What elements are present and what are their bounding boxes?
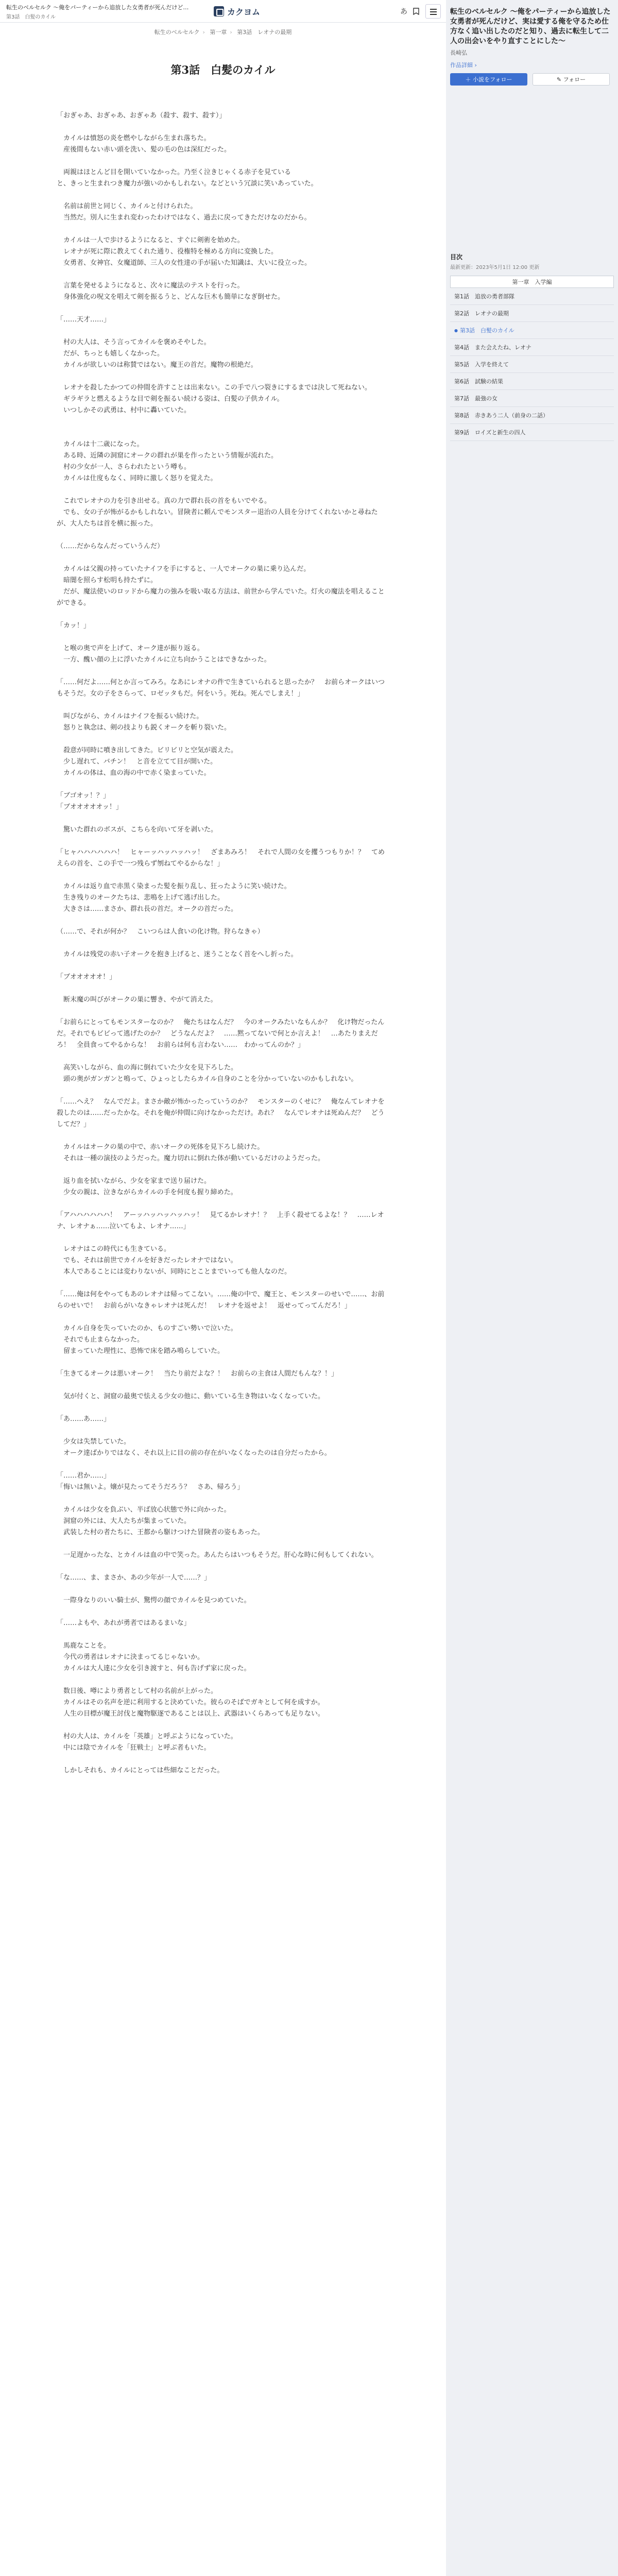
episode-paragraph: 馬鹿なことを。 <box>57 1642 111 1650</box>
episode-body <box>57 110 389 1776</box>
episode-paragraph <box>57 1312 389 1323</box>
episode-paragraph: 「な……、ま、まさか、あの少年が一人で……？」 <box>57 1574 211 1582</box>
episode-paragraph: 生き残りのオークたちは、悲鳴を上げて逃げ出した。 <box>57 894 225 902</box>
episode-paragraph: （……で、それが何か？ こいつらは人食いの化け物。狩らなきゃ） <box>57 928 264 936</box>
episode-paragraph <box>57 1629 389 1640</box>
episode-paragraph <box>57 552 389 564</box>
episode-paragraph: 「お前らにとってもモンスターなのか？ 俺たちはなんだ？ 今のオークみたいなもんか？ 化け物だったんだ。それでもビビって逃げたのか？ どうなんだよ？ ……黙ってないで何とか言えよ！ …あたりまえだろ！ 全員食ってやるからな！ お前らは何も言わない…… わかってんのか？」 <box>57 1019 385 1049</box>
episode-paragraph: でも、女の子が怖がるかもしれない。冒険者に頼んでモンスター退治の人員を分けてくれないかと尋ねたが、大人たちは首を横に振った。 <box>57 509 378 528</box>
episode-paragraph <box>57 326 389 337</box>
episode-paragraph: 「アハハハハハハ！ アーッハッハッハッハッ！ 見てるかレオナ！？ 上手く殺せてるよな！？ ……レオナ、レオナぁ……泣いてもよ、レオナ……」 <box>57 1211 384 1230</box>
episode-paragraph: 武装した村の者たちに、王都から駆けつけた冒険者の姿もあった。 <box>57 1529 264 1536</box>
table-of-contents <box>450 252 614 441</box>
episode-paragraph: カイルはオークの巣の中で、赤いオークの死体を見下ろし続けた。 <box>57 1143 264 1151</box>
site-logo[interactable] <box>214 6 260 16</box>
episode-paragraph: ギラギラと燃えるような目で剣を振るい続ける姿は、白髪の子供カイル。 <box>57 395 284 403</box>
toc-episode-link[interactable]: ● 第3話 白髪のカイル <box>450 322 614 339</box>
sidebar-work-title[interactable]: 転生のベルセルク 〜俺をパーティーから追放した女勇者が死んだけど、実は愛する俺を守るため仕方なく追い出したのだと知り、過去に転生して二人の出会いをやり直すことにした〜 <box>450 8 611 45</box>
episode-paragraph <box>57 1493 389 1504</box>
episode-paragraph: 大きさは……まさか、群れ長の首だ。オークの首だった。 <box>57 905 238 913</box>
follow-novel-button[interactable]: ＋ 小説をフォロー <box>450 73 527 86</box>
episode-paragraph: レオナが死に際に教えてくれた通り、役権特を極める方向に変換した。 <box>57 248 278 256</box>
episode-paragraph <box>57 1357 389 1368</box>
episode-paragraph: 「ブゴオッ！？」 <box>57 792 110 800</box>
episode-paragraph: 返り血を拭いながら、少女を家まで送り届けた。 <box>57 1177 211 1185</box>
follow-author-button[interactable]: ✎ フォロー <box>533 73 610 86</box>
episode-paragraph <box>57 190 389 201</box>
episode-paragraph: これでレオナの力を引き出せる。真の力で群れ長の首をもいでやる。 <box>57 497 271 505</box>
episode-paragraph: 「……天才……」 <box>57 316 111 324</box>
episode-paragraph: 本人であることには変わりないが、同時にとことまでいっても他人なのだ。 <box>57 1268 291 1276</box>
episode-paragraph <box>57 960 389 972</box>
episode-paragraph <box>57 915 389 926</box>
episode-paragraph: いつしかその武勇は、村中に轟いていた。 <box>57 406 191 414</box>
episode-paragraph <box>57 1584 389 1595</box>
episode-paragraph: 少女の親は、泣きながらカイルの手を何度も握り締めた。 <box>57 1189 237 1196</box>
episode-paragraph: 断末魔の叫びがオークの巣に響き、やがて消えた。 <box>57 996 217 1004</box>
toc-episode-link[interactable]: 第4話 また会えたね、レオナ <box>450 339 614 356</box>
episode-paragraph: 女勇者、女神官、女魔道師、三人の女性達の手が届いた知識は、大いに役立った。 <box>57 259 312 267</box>
episode-paragraph: しかしそれも、カイルにとっては些細なことだった。 <box>57 1767 224 1774</box>
episode-paragraph <box>57 1720 389 1731</box>
episode-paragraph <box>57 1164 389 1176</box>
episode-paragraph <box>57 734 389 745</box>
episode-paragraph: 洞窟の外には、大人たちが集まっていた。 <box>57 1517 191 1525</box>
episode-paragraph <box>57 983 389 994</box>
toc-list <box>450 288 614 441</box>
episode-paragraph: 留まっていた理性に、恐怖で床を踏み鳴らしていた。 <box>57 1347 225 1355</box>
toc-episode-link[interactable]: 第8話 赤きあう二人（前身の二話） <box>450 407 614 424</box>
episode-paragraph <box>57 530 389 541</box>
episode-paragraph <box>57 1402 389 1414</box>
episode-paragraph <box>57 836 389 847</box>
episode-paragraph: 「ブオオオオオ！」 <box>57 973 116 981</box>
episode-paragraph: カイルは仕度もなく、同時に激しく怒りを覚えた。 <box>57 474 217 482</box>
episode-paragraph: レオナを殺したかつての仲間を許すことは出来ない。この手で八つ裂きにするまでは決して死ねない。 <box>57 384 372 392</box>
episode-paragraph: 両親はほとんど目を開いていなかった。乃至く泣きじゃくる赤子を見ている <box>57 168 291 176</box>
episode-paragraph <box>57 632 389 643</box>
episode-paragraph: と喉の奥で声を上げて、オーク達が振り返る。 <box>57 645 204 652</box>
toc-label: 目次 <box>450 253 463 261</box>
episode-paragraph: 気が付くと、洞窟の最奥で怯える少女の他に、動いている生き物はいなくなっていた。 <box>57 1393 325 1400</box>
episode-paragraph <box>57 938 389 949</box>
episode-paragraph: カイルは憤怒の炎を燃やしながら生まれ落ちた。 <box>57 134 211 142</box>
episode-paragraph: 「カッ！」 <box>57 622 90 630</box>
episode-paragraph: 少し遅れて、バチン！ と音を立てて目が開いた。 <box>57 758 217 766</box>
episode-paragraph: 「おぎゃあ、おぎゃあ、おぎゃあ（殺す、殺す、殺す）」 <box>57 112 226 120</box>
toc-meta: 最新更新：2023年5月1日 12:00 更新 <box>450 265 540 270</box>
episode-paragraph <box>57 1085 389 1096</box>
episode-paragraph <box>57 1674 389 1686</box>
episode-paragraph: 名前は前世と同じく、カイルと付けられた。 <box>57 202 197 210</box>
logo-icon <box>214 6 224 16</box>
episode-paragraph: 言葉を発せるようになると、次々に魔法のテストを行った。 <box>57 282 244 290</box>
episode-paragraph: だが、ちっとも嬉しくなかった。 <box>57 350 164 358</box>
episode-paragraph: カイルの体は、血の海の中で赤く染まっていた。 <box>57 769 211 777</box>
episode-paragraph <box>57 813 389 824</box>
toc-episode-link[interactable]: 第7話 最強の女 <box>450 390 614 407</box>
episode-paragraph: 村の大人は、そう言ってカイルを褒めそやした。 <box>57 338 211 346</box>
episode-paragraph: 「ヒャハハハハハハ！ ヒャーッハッハッハッ！ ざまあみろ！ それで人間の女を攫うつもりか！？ てめえらの首を、この手で一つ残らず刎ねてやるからな！」 <box>57 849 385 868</box>
episode-paragraph: カイルはその名声を逆に利用すると決めていた。彼らのそばでガキとして何を成すか。 <box>57 1699 324 1706</box>
episode-paragraph: 今代の勇者はレオナに決まってるじゃないか。 <box>57 1653 204 1661</box>
header-work-title[interactable]: 転生のベルセルク 〜俺をパーティーから追放した女勇者が死んだけど… <box>6 4 189 11</box>
episode-paragraph: カイルは少女を負ぶい、半ば放心状態で外に向かった。 <box>57 1506 231 1514</box>
episode-paragraph <box>57 303 389 314</box>
episode-paragraph: 当然だ。別人に生まれ変わったわけではなく、過去に戻ってきただけなのだから。 <box>57 214 311 222</box>
reading-column <box>0 23 446 2576</box>
episode-paragraph <box>57 484 389 496</box>
episode-paragraph: カイル自身を失っていたのか、ものすごい勢いで泣いた。 <box>57 1325 237 1332</box>
episode-paragraph: 暗闇を照らす松明も持たずに。 <box>57 577 158 584</box>
episode-paragraph: 「悔いは無いよ。嬢が見たってそうだろう？ さあ、帰ろう」 <box>57 1483 244 1491</box>
episode-paragraph: 「生きてるオークは悪いオーク！ 当たり前だよな？！ お前らの主食は人間だもんな？！」 <box>57 1370 338 1378</box>
episode-paragraph: 「あ……あ……」 <box>57 1415 111 1423</box>
episode-paragraph <box>57 1561 389 1572</box>
episode-paragraph <box>57 870 389 881</box>
episode-paragraph <box>57 700 389 711</box>
episode-paragraph: 産後間もない赤い頭を洗い、髪の毛の色は深紅だった。 <box>57 146 231 154</box>
episode-paragraph: だが、魔法使いのロッドから魔力の強みを吸い取る方法は、前世から学んでいた。灯火の魔法を唱えることができる。 <box>57 588 385 607</box>
toc-episode-link[interactable]: 第9話 ロイズと新生の四人 <box>450 424 614 441</box>
episode-paragraph: カイルは一人で歩けるようになると、すぐに剣術を始めた。 <box>57 236 244 244</box>
episode-paragraph <box>57 371 389 382</box>
toc-episode-link[interactable]: 第1話 追放の勇者部隊 <box>450 288 614 305</box>
breadcrumb-chapter[interactable]: 第一章 <box>210 29 227 36</box>
toc-episode-link[interactable]: 第2話 レオナの最期 <box>450 305 614 322</box>
episode-paragraph <box>57 1006 389 1017</box>
episode-paragraph: 「……へえ？ なんでだよ。まさか敵が怖かったっていうのか？ モンスターのくせに？ 俺なんてレオナを殺したのは……だったかな。それを俺が仲間に向けなかっただけ。あれ？ なんでレオナは死ぬんだ？ どうしてだ？」 <box>57 1098 385 1128</box>
episode-paragraph <box>57 1538 389 1550</box>
episode-paragraph <box>57 1232 389 1244</box>
episode-paragraph <box>57 224 389 235</box>
episode-paragraph: でも、それは前世でカイルを好きだったレオナではない。 <box>57 1257 237 1264</box>
episode-paragraph: ある時、近隣の洞窟にオークの群れが巣を作ったという情報が流れた。 <box>57 452 278 460</box>
episode-paragraph: 殺意が同時に噴き出してきた。ビリビリと空気が震えた。 <box>57 747 238 754</box>
episode-paragraph: 驚いた群れのボスが、こちらを向いて牙を剥いた。 <box>57 826 218 834</box>
header-episode-subtitle: 第3話 白髪のカイル <box>6 14 56 20</box>
episode-paragraph: 高笑いしながら、血の海に倒れていた少女を見下ろした。 <box>57 1064 238 1072</box>
breadcrumb: 転生のベルセルク › 第一章 › 第3話 レオナの最期 <box>154 29 292 36</box>
episode-paragraph <box>57 1606 389 1618</box>
episode-paragraph: と、きっと生まれつき魔力が強いのかもしれない。などという冗談に笑いあっていた。 <box>57 180 318 188</box>
episode-title: 第3話 白髪のカイル <box>170 63 276 76</box>
episode-paragraph: 叫びながら、カイルはナイフを振るい続けた。 <box>57 713 203 720</box>
logo-text: カクヨム <box>227 7 261 17</box>
episode-paragraph: 「ブオオオオオッ！」 <box>57 803 123 811</box>
episode-paragraph <box>57 779 389 790</box>
episode-paragraph: カイルが欲しいのは称賛ではない。魔王の首だ。魔物の根絶だ。 <box>57 361 258 369</box>
episode-paragraph <box>57 1425 389 1436</box>
episode-paragraph: それでも止まらなかった。 <box>57 1336 144 1344</box>
episode-paragraph <box>57 428 389 439</box>
toc-episode-link[interactable]: 第6話 試験の結果 <box>450 373 614 390</box>
toc-episode-link[interactable]: 第5話 入学を終えて <box>450 356 614 373</box>
font-size-button[interactable] <box>398 5 410 18</box>
episode-paragraph: 一際身なりのいい騎士が、驚愕の顔でカイルを見つめていた。 <box>57 1597 251 1604</box>
episode-paragraph <box>57 1754 389 1765</box>
sidebar <box>446 0 618 2576</box>
sidebar-work-detail-link[interactable]: 作品詳細 › <box>450 62 477 69</box>
episode-paragraph: カイルは十二歳になった。 <box>57 440 144 448</box>
episode-paragraph: 身体強化の呪文を唱えて剣を振るうと、どんな巨木も簡単になぎ倒せた。 <box>57 293 285 301</box>
episode-paragraph: カイルは残党の赤い子オークを抱き上げると、迷うことなく首をへし折った。 <box>57 951 298 958</box>
episode-paragraph: 「……よもや、あれが勇者ではあるまいな」 <box>57 1619 191 1627</box>
episode-paragraph: 頭の奥がガンガンと鳴って、ひょっとしたらカイル自身のことを分かっていないのかもしれない。 <box>57 1075 358 1083</box>
episode-paragraph <box>57 1459 389 1470</box>
episode-paragraph: 村の少女が一人、さらわれたという噂も。 <box>57 463 191 471</box>
episode-paragraph <box>57 1130 389 1142</box>
font-size-label: あ <box>400 8 407 16</box>
episode-paragraph <box>57 1051 389 1062</box>
episode-paragraph: （……だからなんだっていうんだ） <box>57 543 164 550</box>
breadcrumb-episode: 第3話 レオナの最期 <box>237 29 292 36</box>
episode-paragraph: オーク達ばかりではなく、それ以上に目の前の存在がいなくなったのは自分だったから。 <box>57 1449 331 1457</box>
episode-paragraph: 一方、醜い顔の上に浮いたカイルに立ち向かうことはできなかった。 <box>57 656 271 664</box>
episode-paragraph <box>57 666 389 677</box>
episode-paragraph <box>57 1198 389 1210</box>
episode-paragraph: カイルは大人達に少女を引き渡すと、何も告げず家に戻った。 <box>57 1665 251 1672</box>
episode-paragraph <box>57 609 389 620</box>
episode-paragraph <box>57 156 389 167</box>
episode-paragraph <box>57 269 389 280</box>
episode-paragraph: それは一種の演技のようだった。魔力切れに倒れた体が動いているだけのようだった。 <box>57 1155 325 1162</box>
episode-paragraph: 一足遅かったな、とカイルは血の中で笑った。あんたらはいつもそうだ。肝心な時に何もしてくれない。 <box>57 1551 378 1559</box>
episode-paragraph: 「……何だよ……何とか言ってみろ。なあにレオナの件で生きていられると思ったか？ お前らオークはいつもそうだ。女の子をさらって、ロゼッタもだ。何をいう。死ね。死んでしまえ！」 <box>57 679 385 698</box>
bookmark-icon[interactable] <box>410 5 422 18</box>
breadcrumb-work[interactable]: 転生のベルセルク <box>154 29 200 36</box>
episode-paragraph: 「……俺は何をやってもあのレオナは帰ってこない。……俺の中で、魔王と、モンスターのせいで……、お前らのせいで！ お前らがいなきゃレオナは死んだ！ レオナを返せよ！ 返せってってんだろ！」 <box>57 1291 385 1310</box>
sidebar-work-card <box>450 7 614 89</box>
hamburger-icon[interactable] <box>425 4 441 19</box>
episode-paragraph <box>57 1278 389 1289</box>
episode-paragraph <box>57 416 389 428</box>
episode-paragraph: レオナはこの時代にも生きている。 <box>57 1245 171 1253</box>
toc-chapter-header[interactable]: 第一章 入学編 <box>450 276 614 288</box>
sidebar-author[interactable]: 長崎弘 <box>450 49 467 56</box>
episode-paragraph: 数日後、噂により勇者として村の名前が上がった。 <box>57 1687 218 1695</box>
episode-paragraph: 少女は失禁していた。 <box>57 1438 131 1446</box>
episode-paragraph: 中には陰でカイルを「狂戦士」と呼ぶ者もいた。 <box>57 1744 211 1752</box>
episode-paragraph <box>57 1380 389 1391</box>
episode-paragraph: カイルは返り血で赤黒く染まった髪を振り乱し、狂ったように笑い続けた。 <box>57 883 291 890</box>
episode-paragraph: 「……君か……」 <box>57 1472 111 1480</box>
episode-paragraph: カイルは父親の持っていたナイフを手にすると、一人でオークの巣に乗り込んだ。 <box>57 565 311 573</box>
episode-paragraph: 人生の目標が魔王討伐と魔物駆逐であることは以上、武器はいくらあっても足りない。 <box>57 1710 324 1718</box>
episode-paragraph <box>57 122 389 133</box>
episode-paragraph: 村の大人は、カイルを「英雄」と呼ぶようになっていた。 <box>57 1733 237 1740</box>
episode-paragraph: 怒りと執念は、剣の技よりも鋭くオークを斬り裂いた。 <box>57 724 231 732</box>
